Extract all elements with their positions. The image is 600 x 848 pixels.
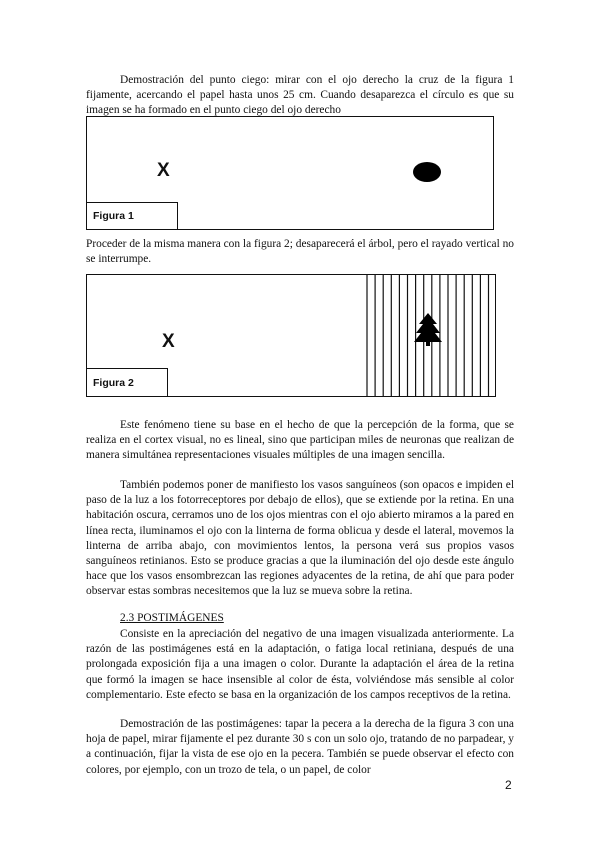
cross-mark: X bbox=[162, 331, 175, 352]
page-number: 2 bbox=[505, 778, 512, 792]
figure-1 bbox=[86, 116, 494, 230]
tree-icon bbox=[413, 312, 443, 346]
paragraph-afterimages: Consiste en la apreciación del negativo de una imagen visualizada anteriormente. La razón de las postimágenes está en la adaptación, o fatiga local retiniana, después de una prolongada exposición fija a una imagen o color. Durante la adaptación el área de la retina que formó la imagen se hace insensible al color de ésta, volviéndose más sensible al color complementario. Este efecto se basa en la organización de los campos receptivos de la retina. bbox=[86, 628, 514, 701]
paragraph-form-perception: Este fenómeno tiene su base en el hecho de que la percepción de la forma, que se realiza en el cortex visual, no es lineal, sino que participan miles de neuronas que realizan de manera simultánea representaciones visuales múltiples de una imagen sencilla. bbox=[86, 419, 514, 462]
figure-2 bbox=[86, 274, 496, 397]
paragraph-blood-vessels: También podemos poner de manifiesto los vasos sanguíneos (son opacos e impiden el paso de la luz a los fotorreceptores por debajo de ellos), que se extiende por la retina. En una habitación oscura, cerramos uno de los ojos mientras con el ojo abierto miramos a la pared en línea recta, iluminamos el ojo con la linterna de forma oblicua y desde el lateral, movemos la linterna de arriba abajo, con movimientos lentos, la persona verá sus propios vasos sanguíneos retinianos. Esto se produce gracias a que la iluminación del ojo desde este ángulo hace que los vasos ensombrezcan las regiones adyacentes de la retina, de ahí que para poder observar estas sombras necesitemos que la luz se mueva sobre la retina. bbox=[86, 479, 514, 598]
paragraph-afterimage-demo: Demostración de las postimágenes: tapar la pecera a la derecha de la figura 3 con una hoja de papel, mirar fijamente el pez durante 30 s con un solo ojo, tratando de no parpadear, y a continuación, fijar la vista de ese ojo en la pecera. También se puede observar el efecto con colores, por ejemplo, con un trozo de tela, o un papel, de color bbox=[86, 718, 514, 776]
cross-mark: X bbox=[157, 160, 170, 181]
black-circle bbox=[412, 161, 442, 183]
figure-1-caption: Figura 1 bbox=[87, 202, 178, 229]
paragraph-figure-2-instructions: Proceder de la misma manera con la figura 2; desaparecerá el árbol, pero el rayado vertical no se interrumpe. bbox=[86, 238, 514, 266]
section-heading: 2.3 POSTIMÁGENES bbox=[120, 612, 224, 624]
paragraph-blind-spot-demo: Demostración del punto ciego: mirar con el ojo derecho la cruz de la figura 1 fijamente, acercando el papel hasta unos 25 cm. Cuando desaparezca el círculo es que su imagen se ha formado en el punto ciego del ojo derecho bbox=[86, 74, 514, 117]
figure-2-caption: Figura 2 bbox=[87, 368, 168, 396]
